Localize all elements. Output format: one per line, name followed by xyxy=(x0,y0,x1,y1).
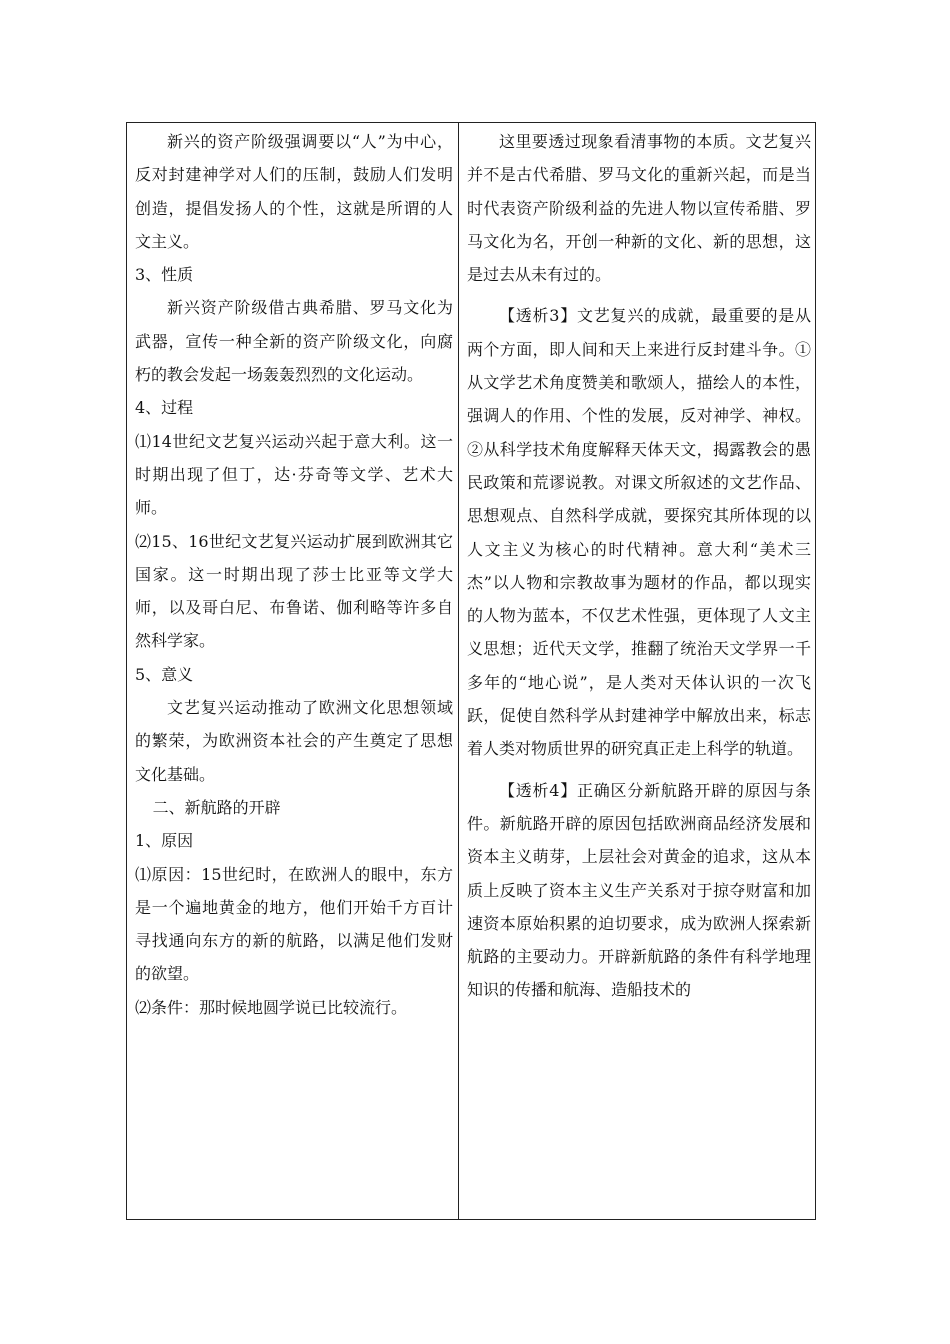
content-table xyxy=(126,122,816,1220)
cause-paragraph-2: ⑵条件：那时候地圆学说已比较流行。 xyxy=(135,997,408,1017)
cause-paragraph-1: ⑴原因：15世纪时，在欧洲人的眼中，东方是一个遍地黄金的地方，他们开始千方百计寻找通向东方的新的航路，以满足他们发财的欲望。 xyxy=(135,864,453,984)
section2-heading: 二、新航路的开辟 xyxy=(152,797,281,817)
column-divider xyxy=(458,123,459,1219)
process-paragraph-1: ⑴14世纪文艺复兴运动兴起于意大利。这一时期出现了但丁，达·芬奇等文学、艺术大师。 xyxy=(135,431,453,518)
process-heading: 4、过程 xyxy=(135,398,194,418)
right-column xyxy=(467,125,811,1007)
significance-heading: 5、意义 xyxy=(135,664,194,684)
left-column xyxy=(135,125,453,1024)
nature-paragraph: 新兴资产阶级借古典希腊、罗马文化为武器，宣传一种全新的资产阶级文化，向腐朽的教会发起一场轰轰烈烈的文化运动。 xyxy=(135,298,453,385)
cause-heading: 1、原因 xyxy=(135,831,194,851)
humanism-paragraph: 新兴的资产阶级强调要以“人”为中心，反对封建神学对人们的压制，鼓励人们发明创造，提倡发扬人的个性，这就是所谓的人文主义。 xyxy=(135,132,453,251)
process-paragraph-2: ⑵15、16世纪文艺复兴运动扩展到欧洲其它国家。这一时期出现了莎士比亚等文学大师，以及哥白尼、布鲁诺、伽利略等许多自然科学家。 xyxy=(135,531,453,651)
essence-paragraph: 这里要透过现象看清事物的本质。文艺复兴并不是古代希腊、罗马文化的重新兴起，而是当时代表资产阶级利益的先进人物以宣传希腊、罗马文化为名，开创一种新的文化、新的思想，这是过去从未有过的。 xyxy=(467,132,811,285)
analysis3-paragraph: 【透析3】文艺复兴的成就，最重要的是从两个方面，即人间和天上来进行反封建斗争。①从文学艺术角度赞美和歌颂人，描绘人的本性，强调人的作用、个性的发展，反对神学、神权。②从科学技术角度解释天体天文，揭露教会的愚民政策和荒谬说教。对课文所叙述的文艺作品、思想观点、自然科学成就，要探究其所体现的以人文主义为核心的时代精神。意大利“美术三杰”以人物和宗教故事为题材的作品，都以现实的人物为蓝本，不仅艺术性强，更体现了人文主义思想；近代天文学，推翻了统治天文学界一千多年的“地心说”，是人类对天体认识的一次飞跃，促使自然科学从封建神学中解放出来，标志着人类对物质世界的研究真正走上科学的轨道。 xyxy=(467,306,811,759)
analysis4-paragraph: 【透析4】正确区分新航路开辟的原因与条件。新航路开辟的原因包括欧洲商品经济发展和资本主义萌芽，上层社会对黄金的追求，这从本质上反映了资本主义生产关系对于掠夺财富和加速资本原始积累的迫切要求，成为欧洲人探索新航路的主要动力。开辟新航路的条件有科学地理知识的传播和航海、造船技术的 xyxy=(467,780,811,1000)
nature-heading: 3、性质 xyxy=(135,265,194,285)
significance-paragraph: 文艺复兴运动推动了欧洲文化思想领域的繁荣，为欧洲资本社会的产生奠定了思想文化基础。 xyxy=(135,698,453,784)
